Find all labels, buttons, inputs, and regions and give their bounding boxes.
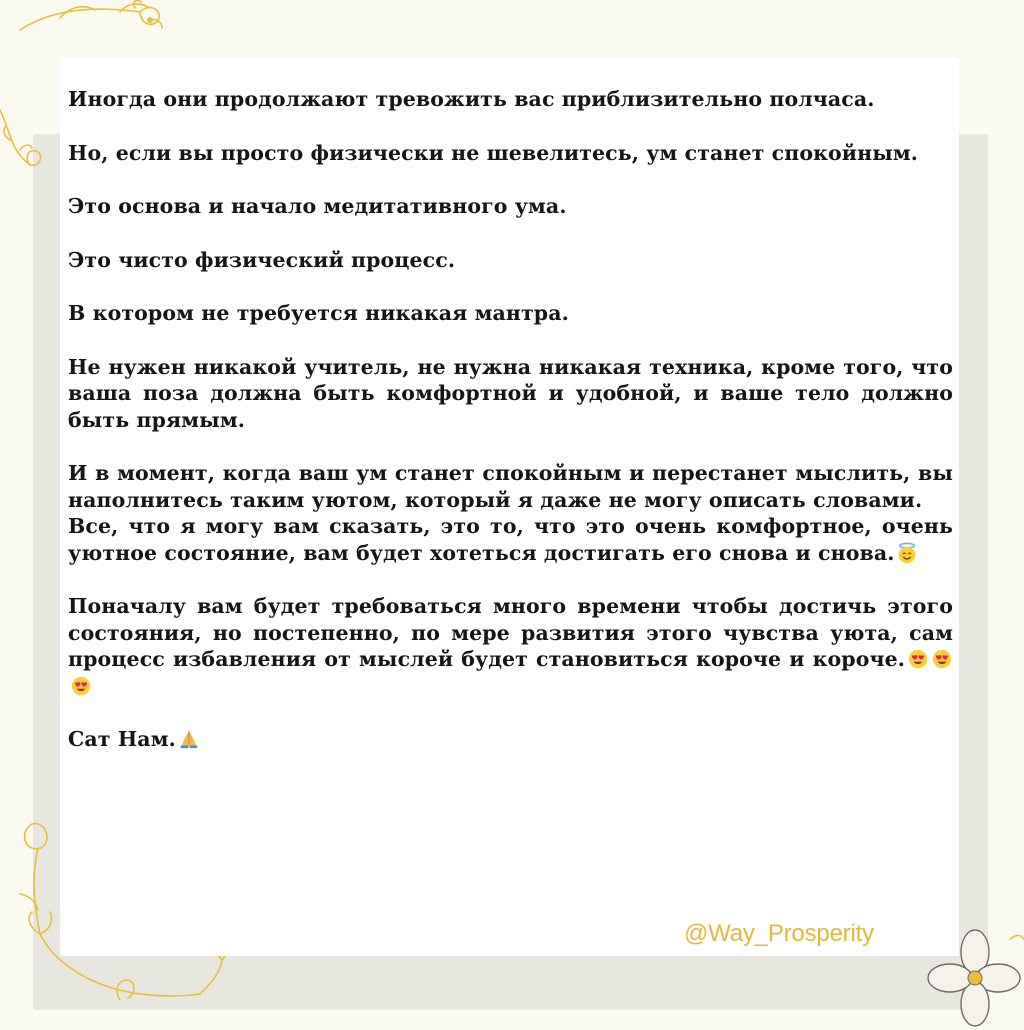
folded-hands-icon [178, 728, 200, 750]
paragraph-8 [68, 513, 953, 566]
paragraph-9 [68, 593, 953, 699]
paragraph-10 [68, 726, 953, 753]
paragraph-6: Не нужен никакой учитель, не нужна никакая техника, кроме того, что ваша поза должна быть комфортной и удобной, и ваше тело должно быть прямым. [68, 354, 953, 432]
paragraph-4: Это чисто физический процесс. [68, 247, 456, 272]
heart-eyes-icon [907, 648, 929, 670]
paragraph-5: В котором не требуется никакая мантра. [68, 301, 569, 325]
heart-eyes-icon [70, 675, 92, 697]
paragraph-9-text: Поначалу вам будет требоваться много времени чтобы достичь этого состояния, но постепенно, по мере развития этого чувства уюта, сам процесс избавления от мыслей будет становиться короче и короче. [68, 594, 953, 671]
paragraph-3: Это основа и начало медитативного ума. [68, 194, 567, 218]
quote-text [68, 86, 953, 753]
closing-text: Сат Нам. [68, 727, 176, 751]
watermark-handle: @Way_Prosperity [684, 920, 874, 947]
smiling-face-with-halo-icon [896, 542, 918, 564]
paragraph-7: И в момент, когда ваш ум станет спокойным и перестанет мыслить, вы наполнитесь таким уютом, который я даже не могу описать словами. [68, 461, 953, 512]
heart-eyes-icon [931, 648, 953, 670]
paragraph-8-text: Все, что я могу вам сказать, это то, что это очень комфортное, очень уютное состояние, вам будет хотеться достигать его снова и снова. [68, 514, 953, 565]
paragraph-1: Иногда они продолжают тревожить вас приблизительно полчаса. [68, 87, 875, 111]
quote-card [60, 58, 959, 956]
paragraph-2: Но, если вы просто физически не шевелитесь, ум станет спокойным. [68, 140, 919, 165]
